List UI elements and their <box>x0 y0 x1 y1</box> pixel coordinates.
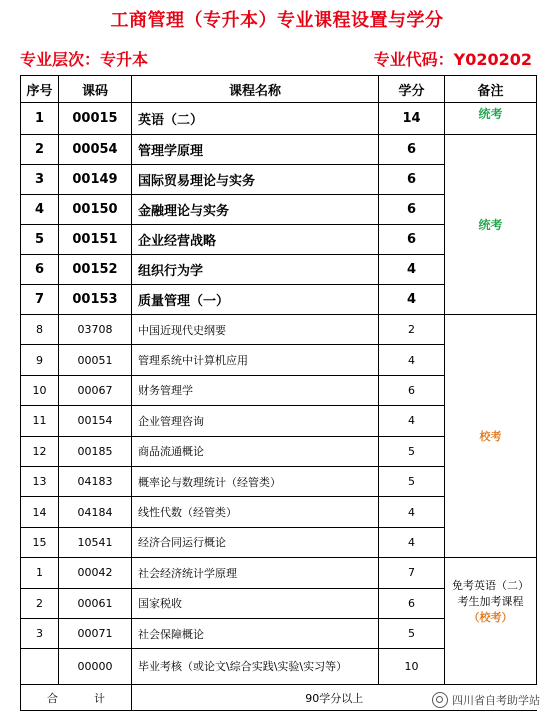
course-seq: 14 <box>21 497 59 527</box>
course-name: 质量管理（一） <box>132 285 379 315</box>
course-name: 国际贸易理论与实务 <box>132 165 379 195</box>
header-name: 课程名称 <box>132 76 379 103</box>
note-unified <box>445 103 537 135</box>
course-credit: 6 <box>379 195 445 225</box>
course-credit: 5 <box>379 618 445 648</box>
course-name: 管理系统中计算机应用 <box>132 345 379 375</box>
total-label <box>21 685 132 711</box>
course-code: 00150 <box>59 195 132 225</box>
course-code: 00151 <box>59 225 132 255</box>
course-code: 00042 <box>59 558 132 588</box>
course-seq: 10 <box>21 375 59 405</box>
course-seq: 8 <box>21 315 59 345</box>
course-credit: 4 <box>379 345 445 375</box>
course-name: 英语（二） <box>132 103 379 135</box>
course-name: 中国近现代史纲要 <box>132 315 379 345</box>
level-label: 专业层次：专升本 <box>20 50 149 69</box>
course-seq: 9 <box>21 345 59 375</box>
total-label-2: 计 <box>94 691 105 705</box>
watermark-text: 四川省自考助学站 <box>452 694 540 707</box>
code-label: 专业代码：Y020202 <box>373 50 532 69</box>
course-name: 组织行为学 <box>132 255 379 285</box>
header-code: 课码 <box>59 76 132 103</box>
course-code: 04183 <box>59 466 132 496</box>
thesis-credit: 10 <box>379 649 445 685</box>
course-name: 国家税收 <box>132 588 379 618</box>
course-name: 线性代数（经管类） <box>132 497 379 527</box>
course-code: 00054 <box>59 135 132 165</box>
course-name: 管理学原理 <box>132 135 379 165</box>
course-code: 10541 <box>59 527 132 557</box>
note-unified-text: 统考 <box>478 218 503 232</box>
total-value: 90学分以上 <box>132 685 537 711</box>
course-row <box>21 135 537 165</box>
course-code: 00152 <box>59 255 132 285</box>
course-credit: 6 <box>379 588 445 618</box>
course-name: 社会经济统计学原理 <box>132 558 379 588</box>
course-row <box>21 315 537 345</box>
note-unified <box>445 135 537 315</box>
course-credit: 14 <box>379 103 445 135</box>
header-note: 备注 <box>445 76 537 103</box>
course-code: 03708 <box>59 315 132 345</box>
course-table <box>20 75 537 711</box>
course-seq: 3 <box>21 165 59 195</box>
total-label-1: 合 <box>47 691 58 705</box>
course-name: 财务管理学 <box>132 375 379 405</box>
course-seq: 7 <box>21 285 59 315</box>
course-credit: 4 <box>379 255 445 285</box>
course-seq: 11 <box>21 406 59 436</box>
course-credit: 4 <box>379 285 445 315</box>
page-title: 工商管理（专升本）专业课程设置与学分 <box>110 10 444 31</box>
course-seq: 6 <box>21 255 59 285</box>
course-seq: 4 <box>21 195 59 225</box>
note-exempt <box>445 558 537 685</box>
course-credit: 6 <box>379 375 445 405</box>
watermark <box>432 692 540 708</box>
header-seq: 序号 <box>21 76 59 103</box>
course-code: 00154 <box>59 406 132 436</box>
course-name: 企业经营战略 <box>132 225 379 255</box>
course-seq: 5 <box>21 225 59 255</box>
course-name: 商品流通概论 <box>132 436 379 466</box>
course-code: 00153 <box>59 285 132 315</box>
course-credit: 6 <box>379 165 445 195</box>
course-name: 经济合同运行概论 <box>132 527 379 557</box>
course-seq: 15 <box>21 527 59 557</box>
course-name: 概率论与数理统计（经管类） <box>132 466 379 496</box>
course-credit: 7 <box>379 558 445 588</box>
course-code: 00185 <box>59 436 132 466</box>
course-code: 00071 <box>59 618 132 648</box>
course-name: 金融理论与实务 <box>132 195 379 225</box>
header-credit: 学分 <box>379 76 445 103</box>
course-name: 社会保障概论 <box>132 618 379 648</box>
course-credit: 4 <box>379 527 445 557</box>
note-exempt-line2: 考生加考课程 <box>457 595 524 609</box>
course-credit: 4 <box>379 497 445 527</box>
course-code: 00067 <box>59 375 132 405</box>
wechat-icon <box>432 692 448 708</box>
course-seq: 12 <box>21 436 59 466</box>
course-credit: 5 <box>379 436 445 466</box>
course-code: 00061 <box>59 588 132 618</box>
course-seq: 3 <box>21 618 59 648</box>
course-credit: 5 <box>379 466 445 496</box>
course-row <box>21 558 537 588</box>
course-code: 00149 <box>59 165 132 195</box>
course-seq: 13 <box>21 466 59 496</box>
thesis-name: 毕业考核（或论文\综合实践\实验\实习等） <box>132 649 379 685</box>
course-credit: 6 <box>379 225 445 255</box>
thesis-seq <box>21 649 59 685</box>
note-school-text: 校考 <box>479 430 502 444</box>
header-row <box>21 76 537 103</box>
course-name: 企业管理咨询 <box>132 406 379 436</box>
note-school <box>445 315 537 558</box>
course-code: 00051 <box>59 345 132 375</box>
course-seq: 2 <box>21 135 59 165</box>
thesis-code: 00000 <box>59 649 132 685</box>
course-code: 00015 <box>59 103 132 135</box>
course-row <box>21 103 537 135</box>
course-code: 04184 <box>59 497 132 527</box>
course-seq: 1 <box>21 558 59 588</box>
note-exempt-line1: 免考英语（二） <box>452 579 529 593</box>
note-exempt-line3: （校考） <box>468 611 513 625</box>
course-credit: 2 <box>379 315 445 345</box>
note-unified-text: 统考 <box>478 107 503 121</box>
course-credit: 4 <box>379 406 445 436</box>
course-seq: 1 <box>21 103 59 135</box>
course-credit: 6 <box>379 135 445 165</box>
course-seq: 2 <box>21 588 59 618</box>
